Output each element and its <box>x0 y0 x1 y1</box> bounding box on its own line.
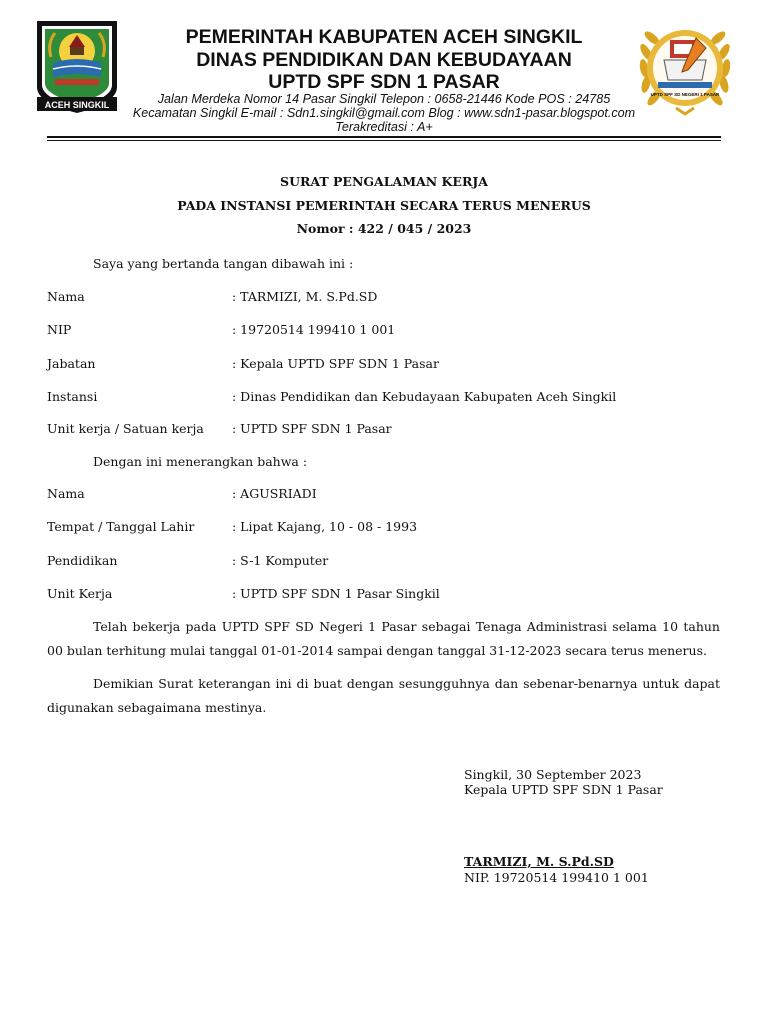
signer-value-institution: : Dinas Pendidikan dan Kebudayaan Kabupaten Aceh Singkil <box>232 389 617 404</box>
logo-right-caption: UPTD SPF SD NEGERI 1 PASAR <box>650 92 720 97</box>
letterhead-school: UPTD SPF SDN 1 PASAR <box>268 71 500 93</box>
subject-value-name: : AGUSRIADI <box>232 486 317 501</box>
subject-value-education: : S-1 Komputer <box>232 553 329 568</box>
signature-place-date: Singkil, 30 September 2023 <box>464 767 642 782</box>
logo-left-caption: ACEH SINGKIL <box>44 100 110 110</box>
subject-value-birth: : Lipat Kajang, 10 - 08 - 1993 <box>232 519 418 534</box>
signer-label-position: Jabatan <box>47 356 96 371</box>
subject-label-education: Pendidikan <box>47 553 118 568</box>
signer-value-work-unit: : UPTD SPF SDN 1 Pasar <box>232 421 392 436</box>
signer-value-nip: : 19720514 199410 1 001 <box>232 322 396 337</box>
intro-subject: Dengan ini menerangkan bahwa : <box>93 454 308 469</box>
subject-label-name: Nama <box>47 486 85 501</box>
signer-label-nip: NIP <box>47 322 72 337</box>
signer-value-name: : TARMIZI, M. S.Pd.SD <box>232 289 378 304</box>
letterhead-department: DINAS PENDIDIKAN DAN KEBUDAYAAN <box>196 49 572 71</box>
signature-position: Kepala UPTD SPF SDN 1 Pasar <box>464 782 663 797</box>
letterhead-divider-thin <box>47 140 721 141</box>
signer-label-institution: Instansi <box>47 389 98 404</box>
employment-statement: Telah bekerja pada UPTD SPF SD Negeri 1 Pasar sebagai Tenaga Administrasi selama 10 tahun 00 bulan terhitung mulai tanggal 01-01-2014 sampai dengan tanggal 31-12-2023 secara terus menerus. <box>47 619 720 658</box>
intro-signer: Saya yang bertanda tangan dibawah ini : <box>93 256 354 271</box>
closing-statement: Demikian Surat keterangan ini di buat dengan sesungguhnya dan sebenar-benarnya untuk dapat digunakan sebagaimana mestinya. <box>47 676 720 715</box>
signature-nip: NIP. 19720514 199410 1 001 <box>464 870 649 885</box>
letterhead-contact: Kecamatan Singkil E-mail : Sdn1.singkil@gmail.com Blog : www.sdn1-pasar.blogspot.com <box>132 106 636 120</box>
signer-label-work-unit: Unit kerja / Satuan kerja <box>47 421 204 436</box>
signer-value-position: : Kepala UPTD SPF SDN 1 Pasar <box>232 356 439 371</box>
document-number: Nomor : 422 / 045 / 2023 <box>296 221 472 236</box>
subject-label-birth: Tempat / Tanggal Lahir <box>47 519 195 534</box>
letterhead-accreditation: Terakreditasi : A+ <box>335 120 433 134</box>
document-title: SURAT PENGALAMAN KERJA <box>280 174 488 189</box>
document-subtitle: PADA INSTANSI PEMERINTAH SECARA TERUS MENERUS <box>177 198 591 213</box>
letterhead-government: PEMERINTAH KABUPATEN ACEH SINGKIL <box>185 26 583 48</box>
subject-label-work-unit: Unit Kerja <box>47 586 113 601</box>
signature-name: TARMIZI, M. S.Pd.SD <box>464 854 614 869</box>
subject-value-work-unit: : UPTD SPF SDN 1 Pasar Singkil <box>232 586 440 601</box>
signer-label-name: Nama <box>47 289 85 304</box>
letterhead-divider-thick <box>47 136 721 138</box>
letterhead-address: Jalan Merdeka Nomor 14 Pasar Singkil Telepon : 0658-21446 Kode POS : 24785 <box>157 92 611 106</box>
